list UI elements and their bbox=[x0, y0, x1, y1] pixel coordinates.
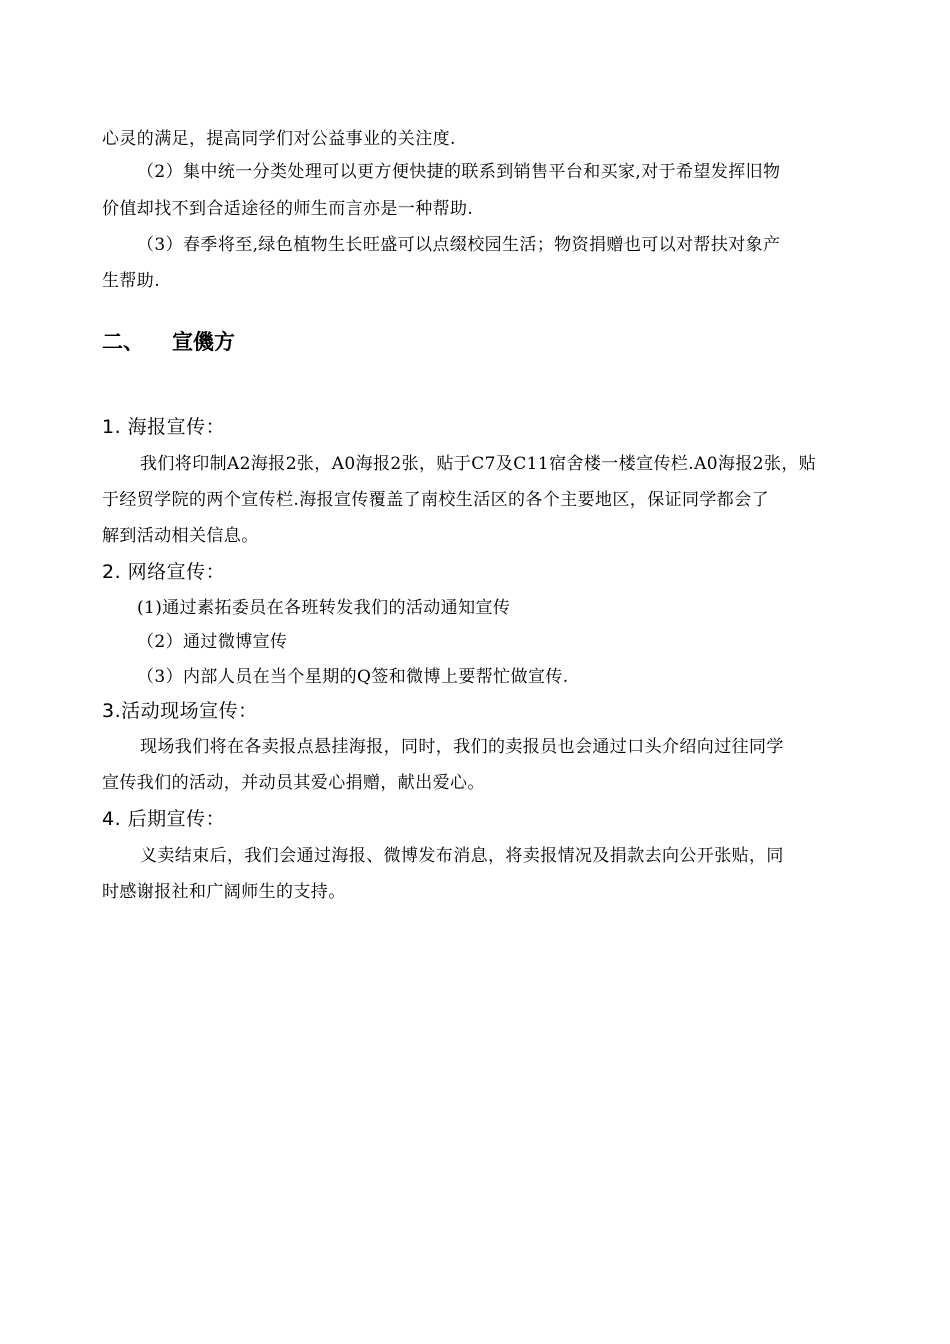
intro-line-5: 生帮助. bbox=[102, 271, 161, 291]
poster-heading: 1. 海报宣传： bbox=[102, 416, 226, 438]
network-line-1: (1)通过素拓委员在各班转发我们的活动通知宣传 bbox=[137, 598, 511, 618]
onsite-line-1: 现场我们将在各卖报点悬挂海报，同时，我们的卖报员也会通过口头介绍向过往同学 bbox=[140, 737, 784, 757]
network-heading: 2. 网络宣传： bbox=[102, 561, 226, 583]
poster-line-1: 我们将印制A2海报2张，A0海报2张，贴于C7及C11宿舍楼一楼宣传栏.A0海报2张，贴 bbox=[140, 454, 817, 474]
onsite-line-2: 宣传我们的活动，并动员其爱心捐赠，献出爱心。 bbox=[102, 773, 485, 793]
onsite-heading: 3.活动现场宣传： bbox=[102, 700, 258, 722]
later-heading: 4. 后期宣传： bbox=[102, 808, 226, 830]
later-line-2: 时感谢报社和广阔师生的支持。 bbox=[102, 882, 346, 902]
intro-line-2: （2）集中统一分类处理可以更方便快捷的联系到销售平台和买家,对于希望发挥旧物 bbox=[137, 162, 781, 182]
section-number: 二、 bbox=[102, 330, 144, 354]
intro-line-3: 价值却找不到合适途径的师生而言亦是一种帮助. bbox=[102, 199, 474, 219]
intro-line-1: 心灵的满足，提高同学们对公益事业的关注度. bbox=[102, 129, 456, 149]
section-heading bbox=[102, 328, 235, 356]
poster-line-3: 解到活动相关信息。 bbox=[102, 526, 259, 546]
poster-line-2: 于经贸学院的两个宣传栏.海报宣传覆盖了南校生活区的各个主要地区，保证同学都会了 bbox=[102, 490, 770, 510]
network-line-3: （3）内部人员在当个星期的Q签和微博上要帮忙做宣传. bbox=[137, 667, 569, 687]
network-line-2: （2）通过微博宣传 bbox=[137, 632, 288, 652]
section-title: 宣僟方 bbox=[172, 330, 235, 354]
intro-line-4: （3）春季将至,绿色植物生长旺盛可以点缀校园生活；物资捐赠也可以对帮扶对象产 bbox=[137, 235, 781, 255]
later-line-1: 义卖结束后，我们会通过海报、微博发布消息，将卖报情况及捐款去向公开张贴，同 bbox=[140, 846, 784, 866]
